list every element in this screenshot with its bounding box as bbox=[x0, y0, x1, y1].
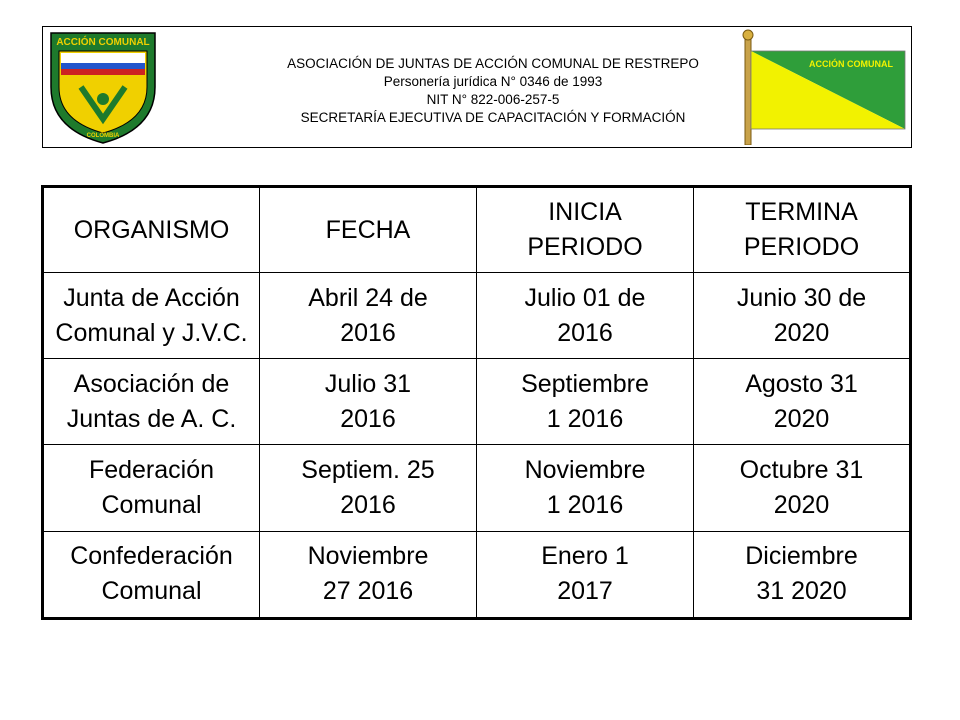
cell-organismo: Federación Comunal bbox=[43, 445, 260, 531]
cell-termina: Diciembre 31 2020 bbox=[694, 531, 911, 618]
seal-bottom-text: COLOMBIA bbox=[86, 133, 120, 139]
cell-termina: Agosto 31 2020 bbox=[694, 359, 911, 445]
flag-text: ACCIÓN COMUNAL bbox=[809, 59, 893, 69]
cell-organismo: Confederación Comunal bbox=[43, 531, 260, 618]
table-row bbox=[43, 445, 911, 531]
table-row bbox=[43, 531, 911, 618]
cell-inicia: Enero 1 2017 bbox=[477, 531, 694, 618]
cell-fecha: Julio 31 2016 bbox=[260, 359, 477, 445]
header-inicia-periodo: INICIA PERIODO bbox=[477, 187, 694, 273]
cell-organismo: Asociación de Juntas de A. C. bbox=[43, 359, 260, 445]
legal-registration: Personería jurídica N° 0346 de 1993 bbox=[383, 74, 603, 89]
cell-inicia: Septiembre 1 2016 bbox=[477, 359, 694, 445]
header-termina-periodo: TERMINA PERIODO bbox=[694, 187, 911, 273]
cell-fecha: Abril 24 de 2016 bbox=[260, 273, 477, 359]
cell-inicia: Noviembre 1 2016 bbox=[477, 445, 694, 531]
cell-organismo: Junta de Acción Comunal y J.V.C. bbox=[43, 273, 260, 359]
cell-inicia: Julio 01 de 2016 bbox=[477, 273, 694, 359]
cell-fecha: Noviembre 27 2016 bbox=[260, 531, 477, 618]
header-organismo: ORGANISMO bbox=[43, 187, 260, 273]
seal-top-text: ACCIÓN COMUNAL bbox=[56, 37, 150, 48]
tax-id: NIT N° 822-006-257-5 bbox=[426, 92, 560, 107]
letterhead bbox=[42, 26, 912, 148]
accion-comunal-seal-logo bbox=[47, 29, 159, 145]
secretariat-name: SECRETARÍA EJECUTIVA DE CAPACITACIÓN Y FORMACIÓN bbox=[300, 110, 686, 125]
association-name: ASOCIACIÓN DE JUNTAS DE ACCIÓN COMUNAL DE RESTREPO bbox=[287, 56, 699, 71]
header-fecha: FECHA bbox=[260, 187, 477, 273]
letterhead-text bbox=[193, 55, 793, 127]
organism-periods-table bbox=[41, 185, 912, 620]
table-row bbox=[43, 273, 911, 359]
table-row bbox=[43, 359, 911, 445]
accion-comunal-flag-logo bbox=[733, 29, 909, 145]
cell-fecha: Septiem. 25 2016 bbox=[260, 445, 477, 531]
table-header-row bbox=[43, 187, 911, 273]
cell-termina: Octubre 31 2020 bbox=[694, 445, 911, 531]
cell-termina: Junio 30 de 2020 bbox=[694, 273, 911, 359]
